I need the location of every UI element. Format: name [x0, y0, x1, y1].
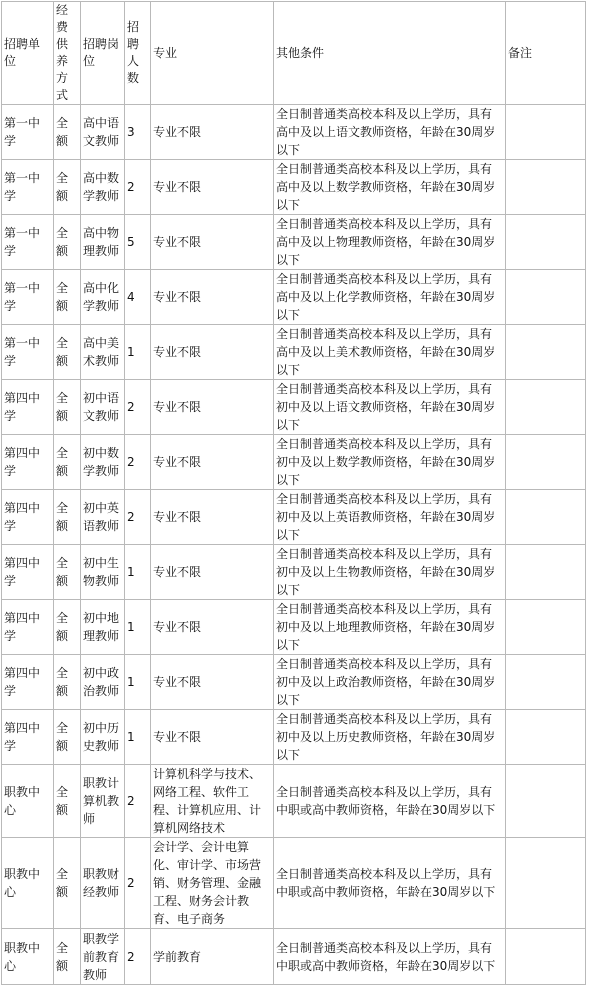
- cell-funding: 全额: [54, 655, 81, 710]
- cell-conditions: 全日制普通类高校本科及以上学历，具有中职或高中教师资格，年龄在30周岁以下: [274, 765, 506, 838]
- cell-count: 5: [125, 215, 151, 270]
- cell-major: 会计学、会计电算化、审计学、市场营销、财务管理、金融工程、财务会计教育、电子商务: [151, 838, 274, 929]
- cell-conditions: 全日制普通类高校本科及以上学历，具有高中及以上语文教师资格，年龄在30周岁以下: [274, 105, 506, 160]
- cell-funding: 全额: [54, 838, 81, 929]
- cell-unit: 第四中学: [2, 435, 54, 490]
- table-header-row: [2, 2, 586, 105]
- cell-major: 专业不限: [151, 215, 274, 270]
- cell-conditions: 全日制普通类高校本科及以上学历，具有初中及以上数学教师资格，年龄在30周岁以下: [274, 435, 506, 490]
- header-funding: 经费供养方式: [54, 2, 81, 105]
- cell-position: 高中数学教师: [81, 160, 125, 215]
- cell-major: 专业不限: [151, 655, 274, 710]
- header-conditions: 其他条件: [274, 2, 506, 105]
- cell-conditions: 全日制普通类高校本科及以上学历，具有高中及以上物理教师资格，年龄在30周岁以下: [274, 215, 506, 270]
- cell-remarks: [506, 838, 586, 929]
- cell-unit: 第一中学: [2, 325, 54, 380]
- cell-count: 1: [125, 710, 151, 765]
- cell-conditions: 全日制普通类高校本科及以上学历，具有中职或高中教师资格，年龄在30周岁以下: [274, 929, 506, 985]
- cell-major: 专业不限: [151, 270, 274, 325]
- cell-position: 初中英语教师: [81, 490, 125, 545]
- cell-unit: 第一中学: [2, 105, 54, 160]
- cell-major: 专业不限: [151, 160, 274, 215]
- cell-remarks: [506, 765, 586, 838]
- cell-funding: 全额: [54, 380, 81, 435]
- table-row: [2, 765, 586, 838]
- header-position: 招聘岗位: [81, 2, 125, 105]
- cell-count: 2: [125, 160, 151, 215]
- cell-position: 高中物理教师: [81, 215, 125, 270]
- cell-funding: 全额: [54, 435, 81, 490]
- cell-unit: 第四中学: [2, 545, 54, 600]
- cell-conditions: 全日制普通类高校本科及以上学历，具有中职或高中教师资格，年龄在30周岁以下: [274, 838, 506, 929]
- cell-remarks: [506, 325, 586, 380]
- cell-count: 1: [125, 545, 151, 600]
- cell-remarks: [506, 545, 586, 600]
- cell-count: 2: [125, 490, 151, 545]
- cell-position: 高中美术教师: [81, 325, 125, 380]
- cell-conditions: 全日制普通类高校本科及以上学历，具有初中及以上英语教师资格，年龄在30周岁以下: [274, 490, 506, 545]
- cell-unit: 第四中学: [2, 600, 54, 655]
- cell-position: 高中化学教师: [81, 270, 125, 325]
- cell-major: 计算机科学与技术、网络工程、软件工程、计算机应用、计算机网络技术: [151, 765, 274, 838]
- cell-conditions: 全日制普通类高校本科及以上学历，具有初中及以上语文教师资格，年龄在30周岁以下: [274, 380, 506, 435]
- cell-remarks: [506, 929, 586, 985]
- cell-remarks: [506, 270, 586, 325]
- cell-unit: 第四中学: [2, 380, 54, 435]
- header-unit: 招聘单位: [2, 2, 54, 105]
- cell-major: 专业不限: [151, 600, 274, 655]
- header-count: 招聘人数: [125, 2, 151, 105]
- cell-funding: 全额: [54, 710, 81, 765]
- cell-position: 职教财经教师: [81, 838, 125, 929]
- cell-unit: 第一中学: [2, 215, 54, 270]
- table-row: [2, 435, 586, 490]
- cell-unit: 第四中学: [2, 710, 54, 765]
- header-major: 专业: [151, 2, 274, 105]
- table-row: [2, 545, 586, 600]
- cell-position: 职教学前教育教师: [81, 929, 125, 985]
- table-row: [2, 600, 586, 655]
- cell-position: 初中政治教师: [81, 655, 125, 710]
- table-row: [2, 490, 586, 545]
- cell-conditions: 全日制普通类高校本科及以上学历，具有高中及以上美术教师资格，年龄在30周岁以下: [274, 325, 506, 380]
- cell-unit: 职教中心: [2, 929, 54, 985]
- cell-remarks: [506, 435, 586, 490]
- cell-count: 2: [125, 929, 151, 985]
- table-row: [2, 270, 586, 325]
- cell-position: 职教计算机教师: [81, 765, 125, 838]
- cell-funding: 全额: [54, 160, 81, 215]
- cell-major: 专业不限: [151, 710, 274, 765]
- cell-count: 2: [125, 380, 151, 435]
- cell-conditions: 全日制普通类高校本科及以上学历，具有高中及以上化学教师资格，年龄在30周岁以下: [274, 270, 506, 325]
- cell-position: 初中历史教师: [81, 710, 125, 765]
- cell-remarks: [506, 600, 586, 655]
- cell-position: 初中数学教师: [81, 435, 125, 490]
- cell-count: 4: [125, 270, 151, 325]
- cell-unit: 第四中学: [2, 490, 54, 545]
- cell-major: 专业不限: [151, 545, 274, 600]
- table-row: [2, 929, 586, 985]
- cell-unit: 职教中心: [2, 838, 54, 929]
- table-row: [2, 160, 586, 215]
- table-row: [2, 380, 586, 435]
- cell-remarks: [506, 490, 586, 545]
- cell-funding: 全额: [54, 325, 81, 380]
- cell-funding: 全额: [54, 600, 81, 655]
- cell-major: 专业不限: [151, 325, 274, 380]
- cell-funding: 全额: [54, 105, 81, 160]
- cell-funding: 全额: [54, 215, 81, 270]
- cell-position: 初中地理教师: [81, 600, 125, 655]
- cell-major: 专业不限: [151, 435, 274, 490]
- cell-count: 2: [125, 435, 151, 490]
- cell-remarks: [506, 215, 586, 270]
- cell-position: 初中生物教师: [81, 545, 125, 600]
- cell-major: 专业不限: [151, 380, 274, 435]
- cell-unit: 第一中学: [2, 270, 54, 325]
- cell-position: 高中语文教师: [81, 105, 125, 160]
- cell-remarks: [506, 160, 586, 215]
- cell-funding: 全额: [54, 929, 81, 985]
- table-row: [2, 838, 586, 929]
- cell-remarks: [506, 655, 586, 710]
- cell-unit: 第四中学: [2, 655, 54, 710]
- table-row: [2, 215, 586, 270]
- table-row: [2, 655, 586, 710]
- cell-major: 专业不限: [151, 105, 274, 160]
- cell-unit: 第一中学: [2, 160, 54, 215]
- recruitment-table: [1, 1, 586, 985]
- cell-funding: 全额: [54, 490, 81, 545]
- cell-conditions: 全日制普通类高校本科及以上学历，具有高中及以上数学教师资格，年龄在30周岁以下: [274, 160, 506, 215]
- cell-remarks: [506, 710, 586, 765]
- cell-count: 2: [125, 838, 151, 929]
- cell-position: 初中语文教师: [81, 380, 125, 435]
- cell-count: 1: [125, 600, 151, 655]
- cell-conditions: 全日制普通类高校本科及以上学历，具有初中及以上政治教师资格，年龄在30周岁以下: [274, 655, 506, 710]
- header-remarks: 备注: [506, 2, 586, 105]
- cell-funding: 全额: [54, 765, 81, 838]
- table-row: [2, 325, 586, 380]
- cell-unit: 职教中心: [2, 765, 54, 838]
- cell-remarks: [506, 380, 586, 435]
- cell-funding: 全额: [54, 545, 81, 600]
- table-row: [2, 105, 586, 160]
- cell-conditions: 全日制普通类高校本科及以上学历，具有初中及以上历史教师资格，年龄在30周岁以下: [274, 710, 506, 765]
- cell-conditions: 全日制普通类高校本科及以上学历，具有初中及以上地理教师资格，年龄在30周岁以下: [274, 600, 506, 655]
- cell-funding: 全额: [54, 270, 81, 325]
- cell-remarks: [506, 105, 586, 160]
- cell-count: 3: [125, 105, 151, 160]
- table-row: [2, 710, 586, 765]
- cell-conditions: 全日制普通类高校本科及以上学历，具有初中及以上生物教师资格，年龄在30周岁以下: [274, 545, 506, 600]
- cell-major: 专业不限: [151, 490, 274, 545]
- cell-count: 2: [125, 765, 151, 838]
- cell-count: 1: [125, 325, 151, 380]
- cell-major: 学前教育: [151, 929, 274, 985]
- cell-count: 1: [125, 655, 151, 710]
